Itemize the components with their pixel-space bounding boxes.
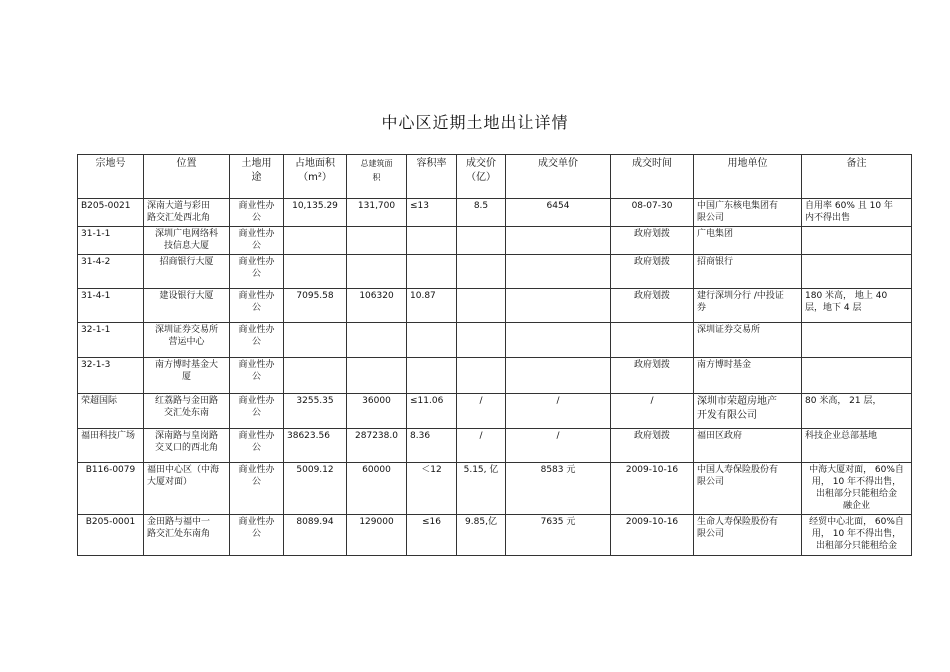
cell-unit-price: 8583 元 (506, 463, 611, 515)
cell-gfa (347, 255, 407, 289)
cell-note: 180 米高， 地上 40 层，地下 4 层 (802, 289, 912, 323)
header-time: 成交时间 (611, 155, 694, 199)
cell-far: ≤16 (407, 515, 457, 556)
cell-unit-price: / (506, 394, 611, 429)
cell-buyer: 广电集团 (694, 227, 802, 255)
cell-gfa: 287238.0 (347, 429, 407, 463)
cell-location: 建设银行大厦 (144, 289, 230, 323)
cell-location: 深南大道与彩田 路交汇处西北角 (144, 199, 230, 227)
cell-time: 政府划拨 (611, 255, 694, 289)
cell-location: 红荔路与金田路 交汇处东南 (144, 394, 230, 429)
header-buyer: 用地单位 (694, 155, 802, 199)
cell-time: 政府划拨 (611, 358, 694, 394)
cell-note (802, 255, 912, 289)
cell-note (802, 358, 912, 394)
cell-area: 3255.35 (284, 394, 347, 429)
cell-use: 商业性办 公 (230, 199, 284, 227)
table-row (78, 358, 912, 394)
cell-buyer: 中国广东核电集团有 限公司 (694, 199, 802, 227)
cell-use: 商业性办 公 (230, 394, 284, 429)
cell-note: 80 米高， 21 层， (802, 394, 912, 429)
cell-use: 商业性办 公 (230, 429, 284, 463)
cell-price (457, 289, 506, 323)
header-area: 占地面积 （m²） (284, 155, 347, 199)
table-header-row (78, 155, 912, 199)
cell-location: 深南路与皇岗路 交叉口的西北角 (144, 429, 230, 463)
cell-unit-price (506, 227, 611, 255)
cell-location: 深圳广电网络科 技信息大厦 (144, 227, 230, 255)
page-title: 中心区近期土地出让详情 (381, 113, 569, 132)
cell-unit-price: / (506, 429, 611, 463)
cell-buyer: 生命人寿保险股份有 限公司 (694, 515, 802, 556)
cell-time: / (611, 394, 694, 429)
cell-id: 31-1-1 (78, 227, 144, 255)
header-use: 土地用 途 (230, 155, 284, 199)
cell-unit-price (506, 323, 611, 358)
cell-use: 商业性办 公 (230, 255, 284, 289)
cell-far: ≤13 (407, 199, 457, 227)
cell-area (284, 227, 347, 255)
cell-unit-price: 7635 元 (506, 515, 611, 556)
cell-far: ＜12 (407, 463, 457, 515)
cell-price: 5.15, 亿 (457, 463, 506, 515)
cell-unit-price: 6454 (506, 199, 611, 227)
cell-time (611, 323, 694, 358)
cell-buyer: 深圳证券交易所 (694, 323, 802, 358)
cell-use: 商业性办 公 (230, 227, 284, 255)
cell-note: 自用率 60% 且 10 年 内不得出售 (802, 199, 912, 227)
table-row (78, 227, 912, 255)
cell-id: B205-0021 (78, 199, 144, 227)
cell-price: / (457, 394, 506, 429)
cell-gfa (347, 323, 407, 358)
cell-use: 商业性办 公 (230, 515, 284, 556)
cell-gfa: 60000 (347, 463, 407, 515)
header-id: 宗地号 (78, 155, 144, 199)
cell-price: / (457, 429, 506, 463)
cell-id: 32-1-1 (78, 323, 144, 358)
cell-far: ≤11.06 (407, 394, 457, 429)
cell-time: 政府划拨 (611, 227, 694, 255)
cell-location: 深圳证券交易所 营运中心 (144, 323, 230, 358)
cell-area: 8089.94 (284, 515, 347, 556)
cell-area (284, 255, 347, 289)
table-row (78, 463, 912, 515)
cell-buyer: 南方博时基金 (694, 358, 802, 394)
cell-note: 科技企业总部基地 (802, 429, 912, 463)
cell-unit-price (506, 289, 611, 323)
table-row (78, 199, 912, 227)
cell-note: 经贸中心北面， 60%自 用， 10 年不得出售， 出租部分只能租给金 (802, 515, 912, 556)
land-transfer-table (77, 154, 912, 556)
cell-area: 38623.56 (284, 429, 347, 463)
cell-id: 31-4-1 (78, 289, 144, 323)
cell-area (284, 358, 347, 394)
cell-time: 2009-10-16 (611, 463, 694, 515)
table-row (78, 515, 912, 556)
cell-price (457, 358, 506, 394)
header-location: 位置 (144, 155, 230, 199)
cell-gfa: 106320 (347, 289, 407, 323)
table-row (78, 394, 912, 429)
cell-id: 福田科技广场 (78, 429, 144, 463)
cell-time: 政府划拨 (611, 289, 694, 323)
cell-gfa: 131,700 (347, 199, 407, 227)
cell-area (284, 323, 347, 358)
cell-buyer: 深圳市荣超房地产 开发有限公司 (694, 394, 802, 429)
cell-price (457, 323, 506, 358)
header-price: 成交价 （亿） (457, 155, 506, 199)
table-row (78, 323, 912, 358)
cell-use: 商业性办 公 (230, 323, 284, 358)
cell-gfa: 129000 (347, 515, 407, 556)
cell-use: 商业性办 公 (230, 463, 284, 515)
cell-note (802, 227, 912, 255)
cell-id: 荣超国际 (78, 394, 144, 429)
cell-note (802, 323, 912, 358)
cell-id: 32-1-3 (78, 358, 144, 394)
cell-id: B205-0001 (78, 515, 144, 556)
cell-buyer: 福田区政府 (694, 429, 802, 463)
cell-gfa (347, 227, 407, 255)
cell-area: 7095.58 (284, 289, 347, 323)
cell-time: 政府划拨 (611, 429, 694, 463)
table-row (78, 429, 912, 463)
cell-id: B116-0079 (78, 463, 144, 515)
cell-buyer: 中国人寿保险股份有 限公司 (694, 463, 802, 515)
cell-gfa: 36000 (347, 394, 407, 429)
cell-use: 商业性办 公 (230, 358, 284, 394)
cell-unit-price (506, 358, 611, 394)
cell-time: 08-07-30 (611, 199, 694, 227)
header-note: 备注 (802, 155, 912, 199)
cell-far: 8.36 (407, 429, 457, 463)
cell-gfa (347, 358, 407, 394)
cell-price (457, 255, 506, 289)
header-far: 容积率 (407, 155, 457, 199)
cell-unit-price (506, 255, 611, 289)
cell-location: 招商银行大厦 (144, 255, 230, 289)
cell-time: 2009-10-16 (611, 515, 694, 556)
cell-note: 中海大厦对面， 60%自 用， 10 年不得出售， 出租部分只能租给金 融企业 (802, 463, 912, 515)
cell-area: 10,135.29 (284, 199, 347, 227)
header-unit-price: 成交单价 (506, 155, 611, 199)
cell-far (407, 323, 457, 358)
cell-location: 金田路与福中一 路交汇处东南角 (144, 515, 230, 556)
cell-area: 5009.12 (284, 463, 347, 515)
cell-price: 9.85,亿 (457, 515, 506, 556)
cell-far (407, 255, 457, 289)
cell-far (407, 358, 457, 394)
cell-buyer: 招商银行 (694, 255, 802, 289)
cell-use: 商业性办 公 (230, 289, 284, 323)
header-gfa: 总建筑面 积 (347, 155, 407, 199)
cell-location: 福田中心区（中海 大厦对面） (144, 463, 230, 515)
cell-location: 南方博时基金大 厦 (144, 358, 230, 394)
cell-id: 31-4-2 (78, 255, 144, 289)
table-row (78, 255, 912, 289)
cell-buyer: 建行深圳分行 /中投证 券 (694, 289, 802, 323)
cell-far (407, 227, 457, 255)
table-row (78, 289, 912, 323)
cell-far: 10.87 (407, 289, 457, 323)
cell-price: 8.5 (457, 199, 506, 227)
cell-price (457, 227, 506, 255)
